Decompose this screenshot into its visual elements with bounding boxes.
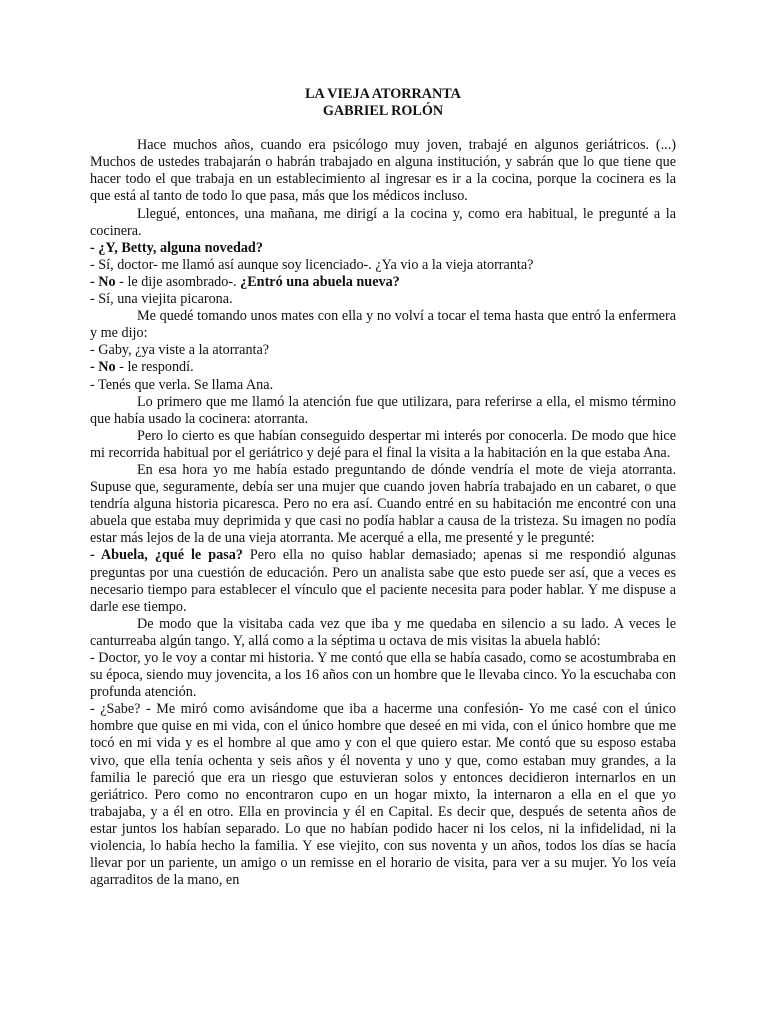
text-run: - Sí, doctor- me llamó así aunque soy licenciado-. ¿Ya vio a la vieja atorranta? xyxy=(90,256,534,273)
body-paragraph xyxy=(90,428,676,462)
text-run: En esa hora yo me había estado preguntando de dónde vendría el mote de vieja atorranta. Supuse que, seguramente, debía ser una mujer que cuando joven habría trabajado en un cabaret, o que tendría alguna historia picaresca. Pero no era así. Cuando entré en su habitación me encontré con una abuela que estaba muy deprimida y que casi no podía hablar a causa de la tristeza. Su imagen no podía estar más lejos de la de una vieja atorranta. Me acerqué a ella, me presenté y le pregunté: xyxy=(90,461,676,547)
document-title: LA VIEJA ATORRANTA xyxy=(305,86,461,102)
text-run: - Sí, una viejita picarona. xyxy=(90,291,233,308)
body-paragraph xyxy=(90,308,676,342)
text-run: - Gaby, ¿ya viste a la atorranta? xyxy=(90,342,270,359)
bold-text-run: - No xyxy=(90,359,116,376)
document-body xyxy=(90,137,676,889)
text-run: - Tenés que verla. Se llama Ana. xyxy=(90,376,274,393)
dialogue-line xyxy=(90,257,676,274)
dialogue-line xyxy=(90,650,676,701)
body-paragraph xyxy=(90,462,676,547)
text-run: Pero ella no quiso hablar demasiado; apenas si me respondió algunas preguntas por una cuestión de educación. Pero un analista sabe que esto puede ser así, que a veces es necesario tiempo para establecer el vínculo que el paciente necesita para poder hablar. Y me dispuse a darle ese tiempo. xyxy=(90,547,676,615)
dialogue-line xyxy=(90,240,676,257)
text-run: - Doctor, yo le voy a contar mi historia. Y me contó que ella se había casado, como se acostumbraba en su época, siendo muy jovencita, a los 16 años con un hombre que le llevaba cinco. Yo la escuchaba con profunda atención. xyxy=(90,650,676,701)
document-author: GABRIEL ROLÓN xyxy=(322,103,444,120)
bold-text-run: ¿Entró una abuela nueva? xyxy=(240,273,400,290)
bold-text-run: - ¿Y, Betty, alguna novedad? xyxy=(90,239,263,256)
text-run: - le respondí. xyxy=(115,359,194,376)
text-run: De modo que la visitaba cada vez que iba y me quedaba en silencio a su lado. A veces le canturreaba algún tango. Y, allá como a la séptima u octava de mis visitas la abuela habló: xyxy=(90,615,676,649)
dialogue-line xyxy=(90,274,676,291)
text-run: - le dije asombrado-. xyxy=(115,273,241,290)
body-paragraph xyxy=(90,394,676,428)
dialogue-line xyxy=(90,377,676,394)
bold-text-run: - No xyxy=(90,273,116,290)
body-paragraph xyxy=(90,616,676,650)
bold-text-run: - Abuela, ¿qué le pasa? xyxy=(90,547,243,564)
text-run: Llegué, entonces, una mañana, me dirigí a la cocina y, como era habitual, le pregunté a la cocinera. xyxy=(90,205,676,239)
dialogue-line xyxy=(90,359,676,376)
text-run: Lo primero que me llamó la atención fue que utilizara, para referirse a ella, el mismo término que había usado la cocinera: atorranta. xyxy=(90,393,676,427)
text-run: Me quedé tomando unos mates con ella y no volví a tocar el tema hasta que entró la enfermera y me dijo: xyxy=(90,308,676,342)
text-run: Pero lo cierto es que habían conseguido despertar mi interés por conocerla. De modo que hice mi recorrida habitual por el geriátrico y dejé para el final la visita a la habitación en la que estaba Ana. xyxy=(90,427,676,461)
text-run: - ¿Sabe? - Me miró como avisándome que iba a hacerme una confesión- Yo me casé con el único hombre que quise en mi vida, con el único hombre que deseé en mi vida, con el único hombre que me tocó en mi vida y es el hombre al que amo y con el que quiero estar. Me contó que su esposo estaba vivo, que ella tenía ochenta y seis años y él noventa y uno y que, como estaban muy grandes, a la familia le pareció que era un riesgo que estuvieran solos y entonces decidieron internarlos en un geriátrico. Pero como no encontraron cupo en un hogar mixto, la internaron a ella en el que yo trabajaba, y a él en otro. Ella en provincia y él en Capital. Es decir que, después de setenta años de estar juntos los habían separado. Lo que no habían podido hacer ni los celos, ni la infidelidad, ni la violencia, lo había hecho la familia. Y ese viejito, con sus noventa y un años, todos los días se hacía llevar por un pariente, un amigo o un remisse en el horario de visita, para ver a su mujer. Yo los veía agarraditos de la mano, en xyxy=(90,701,676,889)
document-page xyxy=(90,86,676,889)
dialogue-line xyxy=(90,701,676,889)
dialogue-line xyxy=(90,291,676,308)
dialogue-line xyxy=(90,547,676,615)
body-paragraph xyxy=(90,206,676,240)
text-run: Hace muchos años, cuando era psicólogo muy joven, trabajé en algunos geriátricos. (...) Muchos de ustedes trabajarán o habrán trabajado en alguna institución, y sabrán que lo que tiene que hacer todo el que trabaja en un establecimiento al ingresar es ir a la cocina, porque la cocinera es la que está al tanto de todo lo que pasa, más que los médicos incluso. xyxy=(90,137,676,205)
body-paragraph xyxy=(90,137,676,205)
dialogue-line xyxy=(90,342,676,359)
